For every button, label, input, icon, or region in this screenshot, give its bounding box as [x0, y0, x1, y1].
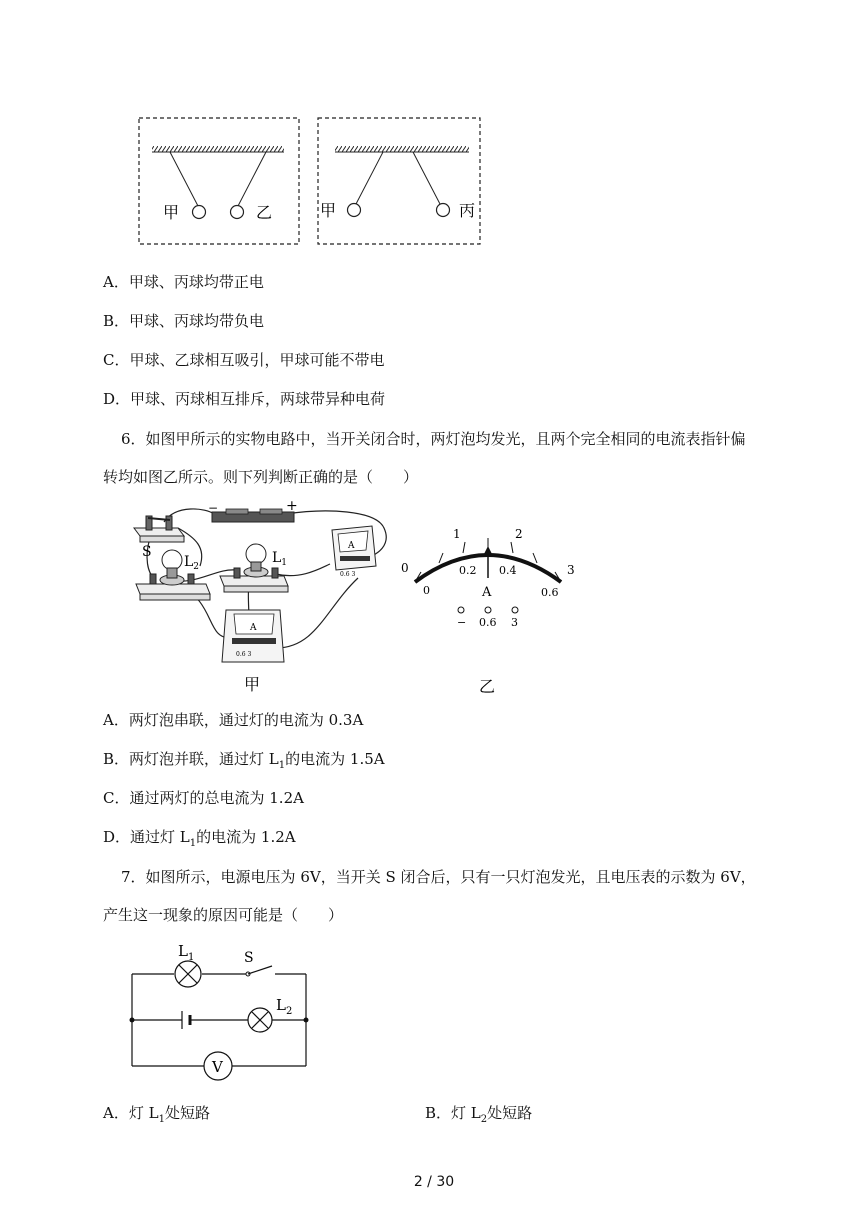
- voltmeter-symbol: [204, 1052, 232, 1080]
- option-text: 通过两灯的总电流为 1.2A: [129, 789, 304, 807]
- terminal-minus: −: [457, 616, 467, 629]
- option-letter: C．: [103, 351, 130, 369]
- switch-symbol: [244, 950, 272, 976]
- q5-option-a[interactable]: [103, 272, 264, 292]
- q7-stem-line1: 7．如图所示，电源电压为 6V，当开关 S 闭合后，只有一只灯泡发光，且电压表的示数为 6V，: [121, 868, 756, 886]
- lamp-l1-label: $L_1$: [272, 550, 288, 568]
- lamp-l1-label: $L_1$: [178, 942, 195, 963]
- q7-option-a[interactable]: [103, 1103, 210, 1130]
- q6-stem-line1: 6．如图甲所示的实物电路中，当开关闭合时，两灯泡均发光，且两个完全相同的电流表指针偏: [121, 430, 746, 448]
- switch-label-s: S: [244, 950, 254, 966]
- option-letter: B．: [425, 1104, 452, 1122]
- inner-tick-0.6: 0.6: [541, 586, 559, 599]
- outer-tick-1: 1: [453, 527, 461, 541]
- option-letter: B．: [103, 312, 130, 330]
- q6-figure-yi: [395, 520, 585, 700]
- outer-tick-3: 3: [567, 563, 575, 577]
- lamp-l2-symbol: [248, 996, 292, 1032]
- battery-minus-sign: −: [208, 501, 219, 515]
- option-text-post: 的电流为 1.5A: [285, 750, 385, 768]
- figure-caption-jia: 甲: [244, 675, 261, 694]
- q7-option-b[interactable]: [425, 1103, 532, 1130]
- option-letter: D．: [103, 828, 131, 846]
- option-text: 灯 L: [128, 1104, 159, 1122]
- ammeter-2-terminals: 0.6 3: [236, 651, 252, 658]
- option-text-post: 的电流为 1.2A: [196, 828, 296, 846]
- battery-plus-sign: +: [286, 498, 298, 514]
- option-text: 甲球、丙球相互排斥，两球带异种电荷: [130, 390, 386, 408]
- page-number: 2 / 30: [413, 1174, 455, 1190]
- ammeter-2-letter: A: [250, 623, 257, 633]
- inner-tick-0: 0: [423, 584, 430, 597]
- battery-symbol: [182, 1011, 190, 1029]
- q5-figure: [130, 110, 490, 250]
- q6-option-a[interactable]: [103, 710, 363, 730]
- q6-figure-jia: [126, 498, 396, 698]
- outer-tick-0: 0: [401, 561, 409, 575]
- dial-pointer-head: [484, 546, 492, 554]
- option-text: 甲球、丙球均带负电: [129, 312, 265, 330]
- lamp-l2-label: $L_2$: [184, 554, 200, 572]
- subscript: 1: [158, 1114, 165, 1125]
- ball-label-jia-2: 甲: [320, 201, 337, 220]
- option-text-post: 处短路: [164, 1104, 210, 1122]
- option-text: 通过灯 L: [130, 828, 190, 846]
- terminal-0.6: 0.6: [479, 616, 497, 629]
- inner-tick-0.4: 0.4: [499, 564, 517, 577]
- subscript: 1: [189, 838, 197, 849]
- option-letter: A．: [103, 711, 129, 729]
- ammeter-1: [332, 526, 376, 578]
- switch-label-s: S: [142, 544, 152, 560]
- ball-label-jia-1: 甲: [163, 203, 180, 222]
- q5-panel-1: [139, 118, 299, 244]
- option-text: 甲球、丙球均带正电: [128, 273, 264, 291]
- option-letter: A．: [103, 273, 129, 291]
- q5-option-c[interactable]: [103, 350, 385, 370]
- lamp-l1-symbol: [175, 942, 201, 987]
- outer-tick-2: 2: [515, 527, 523, 541]
- q5-option-d[interactable]: [103, 389, 385, 409]
- option-letter: C．: [103, 789, 130, 807]
- option-text: 灯 L: [451, 1104, 481, 1122]
- q7-circuit-diagram: [120, 938, 320, 1086]
- inner-tick-0.2: 0.2: [459, 564, 477, 577]
- terminal-3: 3: [511, 616, 518, 629]
- option-text: 甲球、乙球相互吸引，甲球可能不带电: [129, 351, 385, 369]
- option-letter: D．: [103, 390, 131, 408]
- subscript: 1: [278, 760, 286, 771]
- q7-stem-line2: 产生这一现象的原因可能是（ ）: [103, 906, 344, 924]
- option-text: 两灯泡串联，通过灯的电流为 0.3A: [128, 711, 364, 729]
- q5-panel-2: [318, 118, 480, 244]
- q5-option-b[interactable]: [103, 311, 264, 331]
- voltmeter-label: V: [212, 1058, 223, 1076]
- q6-option-b[interactable]: [103, 749, 385, 776]
- option-letter: A．: [103, 1104, 129, 1122]
- battery: [208, 498, 298, 522]
- figure-caption-yi: 乙: [479, 677, 496, 696]
- lamp-l1: [220, 544, 288, 592]
- option-letter: B．: [103, 750, 130, 768]
- q6-option-c[interactable]: [103, 788, 304, 808]
- subscript: 2: [480, 1114, 488, 1125]
- ammeter-1-letter: A: [348, 541, 355, 551]
- q6-stem-line2: 转均如图乙所示。则下列判断正确的是（ ）: [103, 468, 419, 486]
- ammeter-2: [222, 610, 284, 662]
- q6-option-d[interactable]: [103, 827, 296, 854]
- ball-label-bing: 丙: [459, 201, 476, 220]
- option-text-post: 处短路: [487, 1104, 533, 1122]
- lamp-l2-label: $L_2$: [276, 996, 293, 1017]
- option-text: 两灯泡并联，通过灯 L: [129, 750, 279, 768]
- ammeter-1-terminals: 0.6 3: [340, 571, 356, 578]
- dial-unit: A: [482, 585, 492, 600]
- ball-label-yi: 乙: [256, 203, 273, 222]
